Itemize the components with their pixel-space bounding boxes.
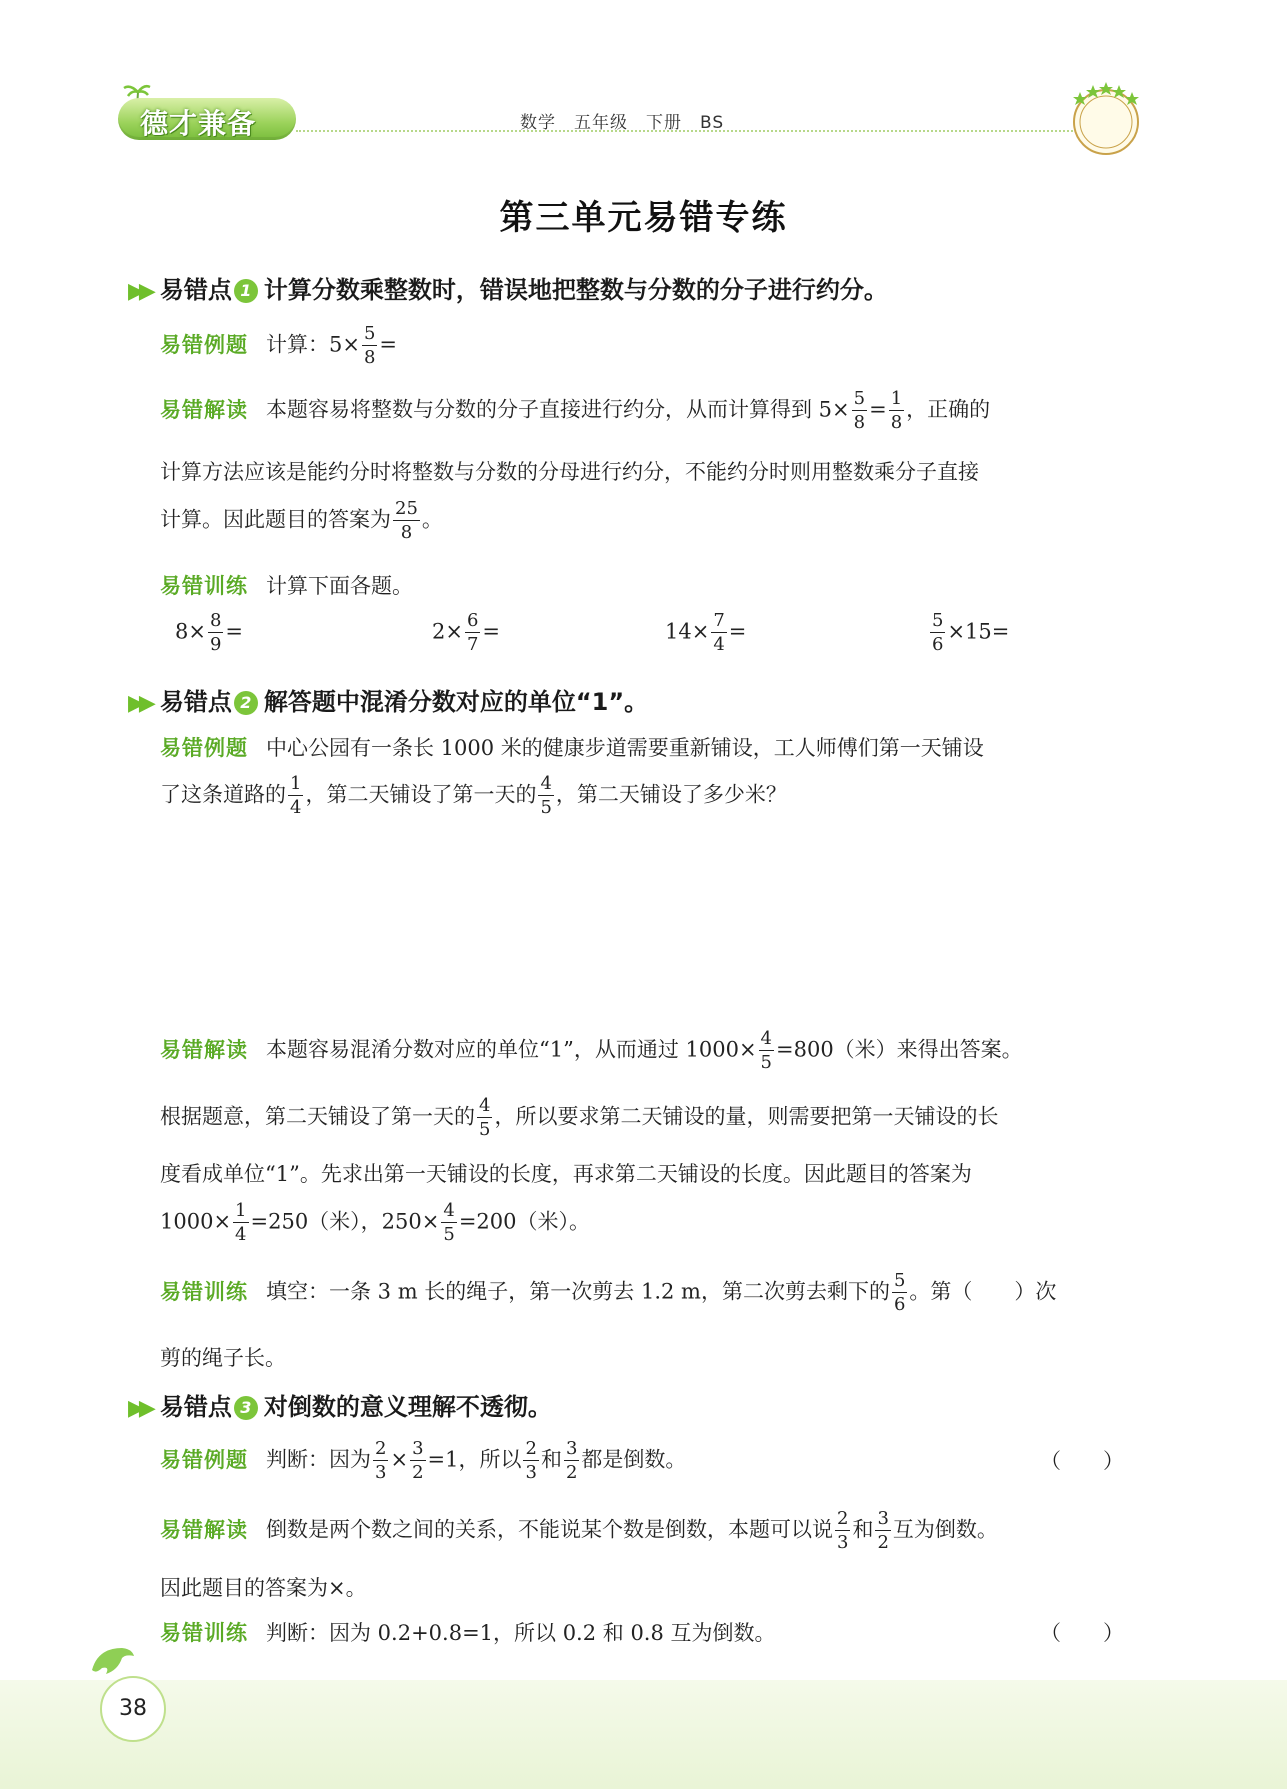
analysis-1-line-3: 计算。因此题目的答案为 $\frac{25}{8}$ 。 [160,498,443,543]
number-badge: 3 [234,1396,258,1420]
double-chevron-icon: ▶▶ [128,691,150,716]
analysis-1-line-1: 易错解读 本题容易将整数与分数的分子直接进行约分，从而计算得到 5× $\frac{5}{8}$ = $\frac{1}{8}$ ，正确的 [160,388,991,433]
analysis-3-line-1: 易错解读 倒数是两个数之间的关系，不能说某个数是倒数，本题可以说 $\frac{2}{3}$ 和 $\frac{3}{2}$ 互为倒数。 [160,1508,998,1553]
dolphin-icon [88,1640,138,1680]
number-badge: 2 [234,691,258,715]
error-point-3-heading: ▶▶ 易错点 3 对倒数的意义理解不透彻。 [128,1393,552,1421]
example-2-line-1: 易错例题 中心公园有一条长 1000 米的健康步道需要重新铺设，工人师傅们第一天铺设 [160,736,984,760]
analysis-2-line-3: 度看成单位“1”。先求出第一天铺设的长度，再求第二天铺设的长度。因此题目的答案为 [160,1162,972,1186]
analysis-2-line-1: 易错解读 本题容易混淆分数对应的单位“1”，从而通过 1000× $\frac{4}{5}$ =800（米）来得出答案。 [160,1028,1023,1073]
training-2-line-1: 易错训练 填空：一条 3 m 长的绳子，第一次剪去 1.2 m，第二次剪去剩下的 $\frac{5}{6}$ 。第（ ）次 [160,1270,1057,1315]
analysis-2-line-4: 1000× $\frac{1}{4}$ =250（米），250× $\frac{4}{5}$ =200（米）。 [160,1200,590,1245]
answer-paren-2[interactable]: （ ） [1040,1621,1124,1645]
problem-4: $\frac{5}{6}$ ×15= [932,610,1010,655]
error-point-1-heading: ▶▶ 易错点 1 计算分数乘整数时，错误地把整数与分数的分子进行约分。 [128,276,888,304]
problem-1: 8× $\frac{8}{9}$ = [175,610,244,655]
problem-3: 14× $\frac{7}{4}$ = [665,610,747,655]
double-chevron-icon: ▶▶ [128,1396,150,1421]
page-title: 第三单元易错专练 [499,198,788,238]
analysis-2-line-2: 根据题意，第二天铺设了第一天的 $\frac{4}{5}$ ，所以要求第二天铺设的量，则需要把第一天铺设的长 [160,1095,999,1140]
footer-band [0,1680,1287,1789]
training-2-line-2: 剪的绳子长。 [160,1346,286,1370]
example-2-line-2: 了这条道路的 $\frac{1}{4}$ ，第二天铺设了第一天的 $\frac{4}{5}$ ，第二天铺设了多少米？ [160,773,787,818]
double-chevron-icon: ▶▶ [128,279,150,304]
answer-paren-1[interactable]: （ ） [1040,1449,1124,1473]
analysis-3-line-2: 因此题目的答案为×。 [160,1576,367,1600]
subject-line: 数学 五年级 下册 BS [520,113,725,133]
problem-2: 2× $\frac{6}{7}$ = [432,610,501,655]
example-3: 易错例题 判断：因为 $\frac{2}{3}$ × $\frac{3}{2}$ =1，所以 $\frac{2}{3}$ 和 $\frac{3}{2}$ 都是倒数。 [160,1438,687,1483]
page-number: 38 [100,1676,166,1742]
example-1: 易错例题 计算：5× $\frac{5}{8}$ = [160,323,398,368]
brand-text: 德才兼备 [140,107,257,140]
number-badge: 1 [234,279,258,303]
training-1: 易错训练 计算下面各题。 [160,574,413,598]
badge-seal-icon [1066,78,1146,158]
training-3: 易错训练 判断：因为 0.2+0.8=1，所以 0.2 和 0.8 互为倒数。 [160,1621,776,1645]
brand-logo [118,82,296,144]
analysis-1-line-2: 计算方法应该是能约分时将整数与分数的分母进行约分，不能约分时则用整数乘分子直接 [160,460,979,484]
error-point-2-heading: ▶▶ 易错点 2 解答题中混淆分数对应的单位“1”。 [128,688,649,716]
publisher-badge [1066,78,1146,158]
